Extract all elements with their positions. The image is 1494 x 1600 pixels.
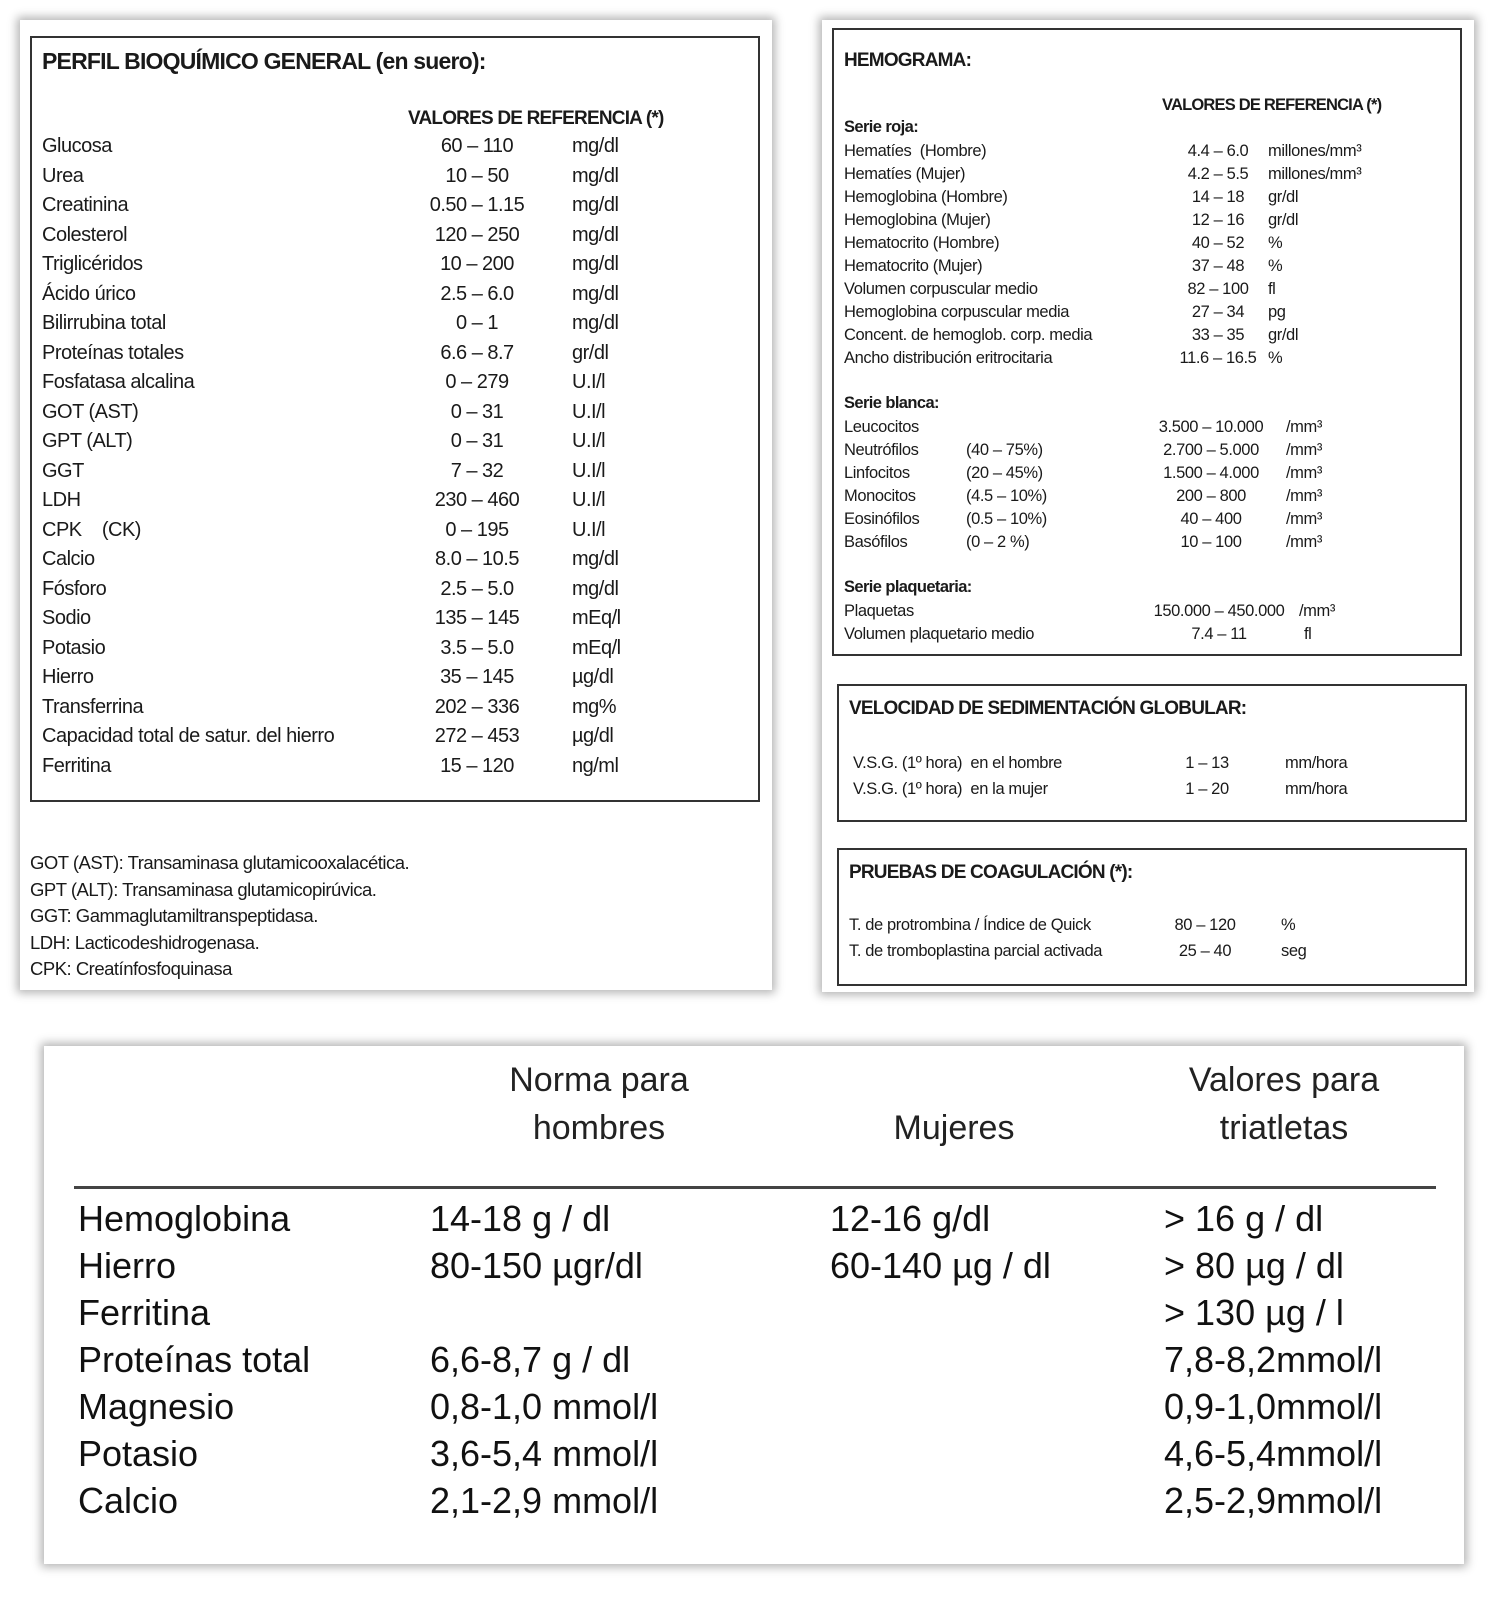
perfil-title-suffix: (en suero): [375,48,486,74]
test-name: Neutrófilos [844,441,919,459]
unit: mg/dl [572,577,619,600]
hemograma-title: HEMOGRAMA: [844,50,972,71]
ref-value: 230 – 460 [434,489,520,511]
perfil-title [42,48,486,75]
unit: % [1281,916,1296,934]
table-row [42,192,742,222]
test-name: Urea [42,164,84,187]
ref-value: 10 – 100 [1180,533,1242,551]
test-name: Hematíes (Mujer) [844,165,966,183]
header-triatletas [1154,1056,1414,1152]
ref-value: 35 – 145 [440,666,514,688]
test-name: Glucosa [42,135,112,157]
unit: % [1268,349,1283,367]
test-name: GOT (AST) [42,400,139,423]
table-row [42,635,742,665]
unit: U.I/l [572,489,606,511]
table-row [42,133,742,163]
unit: mg/dl [572,253,619,275]
value-hombres: 80-150 µgr/dl [430,1245,643,1286]
unit: mEq/l [572,636,621,659]
perfil-table [42,133,742,782]
test-name: Capacidad total de satur. del hierro [42,725,335,747]
test-name: V.S.G. (1º hora) en la mujer [853,780,1048,798]
parameter-name: Potasio [78,1433,199,1474]
vsg-title: VELOCIDAD DE SEDIMENTACIÓN GLOBULAR: [849,698,1247,719]
percent-range: (4.5 – 10%) [966,487,1047,505]
ref-value: 12 – 16 [1191,211,1245,229]
ref-value: 272 – 453 [434,725,520,747]
percent-range: (0 – 2 %) [966,533,1030,551]
hemograma-ref-header: VALORES DE REFERENCIA (*) [1162,96,1382,114]
footnote: CPK: Creatínfosfoquinasa [30,958,232,979]
ref-value: 7.4 – 11 [1191,625,1247,643]
ref-value: 7 – 32 [450,459,504,482]
ref-value: 1 – 13 [1185,754,1229,772]
test-name: Fosfatasa alcalina [42,371,195,393]
unit: U.I/l [572,371,606,393]
unit: mm/hora [1285,754,1348,772]
unit: /mm³ [1286,464,1322,482]
ref-value: 150.000 – 450.000 [1153,602,1285,620]
serie-roja-title: Serie roja: [844,118,919,136]
test-name: Calcio [42,548,95,570]
parameter-name: Proteínas total [78,1339,311,1380]
vsg-box [837,684,1467,822]
table-row [42,694,742,724]
parameter-name: Magnesio [78,1386,235,1427]
ref-value: 40 – 52 [1191,234,1245,252]
value-triatletas: 7,8-8,2mmol/l [1164,1339,1383,1380]
unit: mm/hora [1285,780,1348,798]
footnote: GOT (AST): Transaminasa glutamicooxalacética. [30,852,410,873]
unit: mg% [572,695,617,718]
value-mujeres: 12-16 g/dl [830,1198,991,1239]
test-name: T. de protrombina / Índice de Quick [849,916,1091,934]
ref-value: 0 – 279 [445,371,509,393]
unit: % [1268,234,1283,252]
ref-value: 27 – 34 [1191,303,1245,321]
test-name: Hematocrito (Mujer) [844,257,983,275]
hemograma-panel [822,20,1474,992]
test-name: CPK (CK) [42,518,141,541]
unit: mg/dl [572,194,619,216]
unit: mg/dl [572,135,619,157]
unit: mg/dl [572,312,619,334]
ref-value: 40 – 400 [1180,510,1242,528]
test-name: Eosinófilos [844,510,920,528]
ref-value: 200 – 800 [1176,487,1246,505]
parameter-name: Calcio [78,1480,179,1521]
test-name: Hematíes (Hombre) [844,142,987,160]
footnote: LDH: Lacticodeshidrogenasa. [30,931,260,953]
table-row [42,458,742,488]
unit: U.I/l [572,518,606,541]
unit: gr/dl [572,341,609,364]
ref-value: 80 – 120 [1174,916,1236,934]
ref-value: 10 – 200 [440,253,514,275]
test-name: Creatinina [42,194,129,216]
parameter-name: Ferritina [78,1292,211,1333]
ref-value: 11.6 – 16.5 [1179,349,1257,367]
parameter-name: Hemoglobina [78,1198,291,1239]
ref-value: 33 – 35 [1191,326,1245,344]
ref-value: 0 – 31 [450,400,504,423]
value-triatletas: > 130 µg / l [1164,1292,1344,1333]
table-row [42,310,742,340]
ref-value: 135 – 145 [434,607,520,629]
table-row [42,281,742,311]
test-name: Fósforo [42,577,107,600]
unit: /mm³ [1286,441,1322,459]
test-name: Basófilos [844,533,908,551]
ref-value: 2.700 – 5.000 [1163,441,1259,459]
percent-range: (0.5 – 10%) [966,510,1047,528]
test-name: Proteínas totales [42,341,184,364]
coag-title: PRUEBAS DE COAGULACIÓN (*): [849,862,1133,883]
unit: mEq/l [572,607,621,629]
value-triatletas: > 16 g / dl [1164,1198,1324,1239]
header-mujeres: Mujeres [893,1109,1015,1147]
table-row [42,487,742,517]
ref-value: 2.5 – 6.0 [440,282,514,305]
percent-range: (40 – 75%) [966,441,1043,459]
ref-value: 15 – 120 [440,754,514,777]
test-name: Ácido úrico [42,282,136,305]
test-name: Hemoglobina corpuscular media [844,303,1070,321]
table-row [42,222,742,252]
test-name: Leucocitos [844,418,919,436]
value-hombres: 14-18 g / dl [430,1198,611,1239]
parameter-name: Hierro [78,1245,177,1286]
unit: fl [1268,280,1276,298]
ref-value: 10 – 50 [445,164,509,187]
ref-value: 6.6 – 8.7 [440,341,514,364]
ref-value: 14 – 18 [1191,188,1245,206]
value-mujeres: 60-140 µg / dl [830,1245,1051,1286]
header-hombres-line2: hombres [532,1109,666,1147]
table-row [42,753,742,783]
table-row [42,369,742,399]
unit: mg/dl [572,223,619,246]
serie-plaquetaria-title: Serie plaquetaria: [844,578,972,596]
table-row [42,723,742,753]
unit: millones/mm³ [1268,142,1362,160]
test-name: GPT (ALT) [42,430,133,452]
test-name: Bilirrubina total [42,312,166,334]
unit: /mm³ [1299,602,1335,620]
ref-value: 4.4 – 6.0 [1187,142,1249,160]
table-row [42,340,742,370]
header-triatletas-line2: triatletas [1219,1109,1349,1147]
unit: U.I/l [572,400,606,423]
ref-value: 8.0 – 10.5 [435,548,519,570]
test-name: Triglicéridos [42,253,143,275]
test-name: Transferrina [42,695,144,718]
ref-value: 120 – 250 [434,223,520,246]
unit: seg [1281,942,1307,960]
header-triatletas-line1: Valores para [1188,1061,1380,1099]
perfil-bioquimico-panel [20,20,772,990]
unit: mg/dl [572,548,619,570]
test-name: Concent. de hemoglob. corp. media [844,326,1093,344]
unit: U.I/l [572,459,606,482]
test-name: Sodio [42,607,91,629]
unit: /mm³ [1286,510,1322,528]
test-name: Hemoglobina (Hombre) [844,188,1008,206]
header-divider [74,1186,1436,1189]
unit: gr/dl [1268,188,1299,206]
test-name: Volumen corpuscular medio [844,280,1038,298]
test-name: Hematocrito (Hombre) [844,234,1000,252]
table-row [42,546,742,576]
unit: gr/dl [1268,326,1299,344]
test-name: Plaquetas [844,602,914,620]
table-row [42,163,742,193]
header-hombres [474,1056,724,1152]
perfil-title-main: PERFIL BIOQUÍMICO GENERAL [42,48,371,74]
footnote: GPT (ALT): Transaminasa glutamicopirúvica. [30,878,377,900]
test-name: Hierro [42,666,94,688]
unit: /mm³ [1286,418,1322,436]
triatletas-panel [44,1046,1464,1564]
perfil-footnotes [30,850,409,983]
unit: mg/dl [572,282,619,305]
unit: /mm³ [1286,533,1322,551]
value-hombres: 2,1-2,9 mmol/l [430,1480,659,1521]
table-row [42,399,742,429]
value-triatletas: 4,6-5,4mmol/l [1164,1433,1383,1474]
header-hombres-line1: Norma para [509,1061,689,1099]
hemograma-box [832,28,1462,656]
ref-value: 37 – 48 [1191,257,1245,275]
test-name: Potasio [42,636,106,659]
test-name: Ancho distribución eritrocitaria [844,349,1053,367]
unit: µg/dl [572,725,614,747]
table-row [42,428,742,458]
ref-value: 82 – 100 [1187,280,1249,298]
table-row [42,251,742,281]
unit: fl [1304,625,1312,643]
ref-value: 1 – 20 [1185,780,1229,798]
ref-value: 2.5 – 5.0 [440,577,514,600]
unit: /mm³ [1286,487,1322,505]
percent-range: (20 – 45%) [966,464,1043,482]
ref-value: 60 – 110 [440,135,514,157]
ref-value: 25 – 40 [1178,942,1232,960]
ref-value: 1.500 – 4.000 [1163,464,1259,482]
unit: % [1268,257,1283,275]
test-name: T. de tromboplastina parcial activada [849,942,1103,960]
test-name: GGT [42,459,84,482]
test-name: Hemoglobina (Mujer) [844,211,991,229]
test-name: Ferritina [42,754,111,777]
table-row [42,517,742,547]
ref-value: 3.500 – 10.000 [1158,418,1264,436]
test-name: Linfocitos [844,464,910,482]
unit: millones/mm³ [1268,165,1362,183]
ref-value: 3.5 – 5.0 [440,636,514,659]
ref-value: 0 – 1 [456,312,498,334]
value-hombres: 6,6-8,7 g / dl [430,1339,631,1380]
value-hombres: 3,6-5,4 mmol/l [430,1433,659,1474]
coagulacion-box [837,848,1467,986]
unit: ng/ml [572,754,619,777]
footnote: GGT: Gammaglutamiltranspeptidasa. [30,905,318,926]
unit: gr/dl [1268,211,1299,229]
unit: U.I/l [572,430,606,452]
ref-value: 4.2 – 5.5 [1187,165,1249,183]
value-hombres: 0,8-1,0 mmol/l [430,1386,659,1427]
test-name: LDH [42,489,81,511]
ref-value: 202 – 336 [434,695,520,718]
table-row [42,576,742,606]
table-row [42,664,742,694]
value-triatletas: 0,9-1,0mmol/l [1164,1386,1383,1427]
test-name: V.S.G. (1º hora) en el hombre [853,754,1062,772]
ref-value: 0 – 195 [445,518,509,541]
table-row [42,605,742,635]
perfil-ref-header: VALORES DE REFERENCIA (*) [408,108,664,129]
test-name: Volumen plaquetario medio [844,625,1034,643]
ref-value: 0 – 31 [450,430,504,452]
ref-value: 0.50 – 1.15 [429,194,525,216]
unit: mg/dl [572,164,619,187]
test-name: Colesterol [42,223,128,246]
serie-blanca-title: Serie blanca: [844,394,939,412]
value-triatletas: > 80 µg / dl [1164,1245,1344,1286]
value-triatletas: 2,5-2,9mmol/l [1164,1480,1383,1521]
test-name: Monocitos [844,487,916,505]
unit: pg [1268,303,1286,321]
unit: µg/dl [572,666,614,688]
